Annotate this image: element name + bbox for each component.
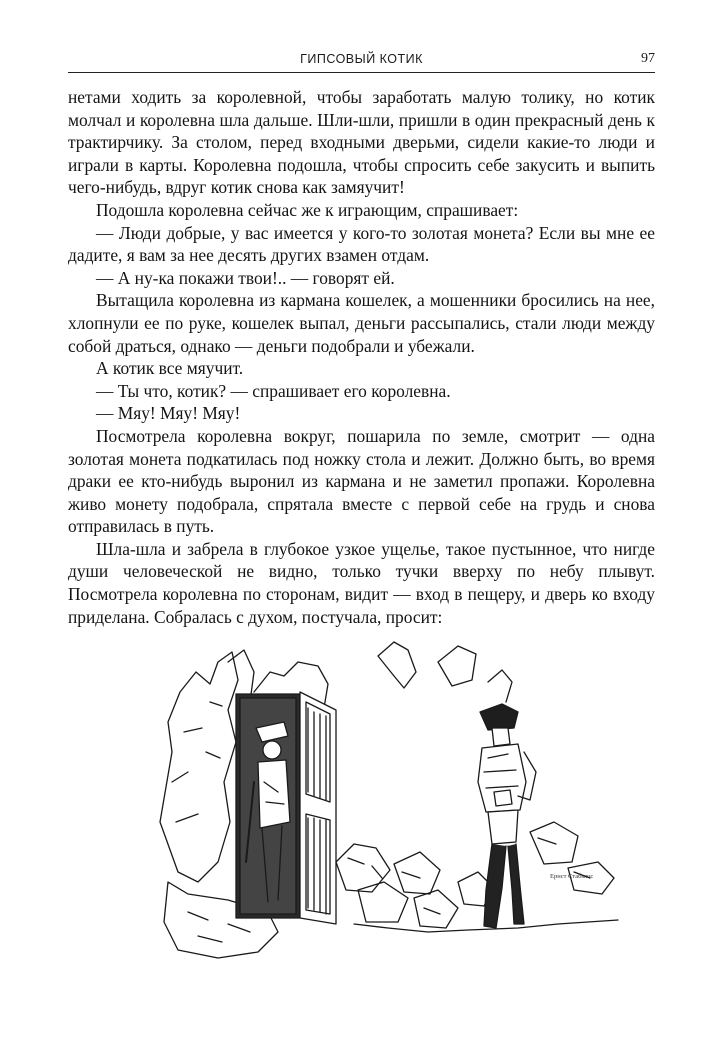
paragraph-8: — Мяу! Мяу! Мяу! [96,403,241,424]
paragraph-7: — Ты что, котик? — спрашивает его королевна. [96,380,451,401]
paragraph-10: Шла-шла и забрела в глубокое узкое ущелье, такое пустынное, что нигде души человеческой не видно, только тучки вверху по небу плывут. Посмотрела королевна по сторонам, видит — вход в пещеру, и дверь ко входу приделана. Собралась с духом, постучала, просит: [68,538,655,627]
paragraph-1: нетами ходить за королевной, чтобы заработать малую толику, но котик молчал и королевна шла дальше. Шли-шли, пришли в один прекрасный день к трактирчику. За столом, перед входными дверьми, сидели какие-то люди и играли в карты. Королевна подошла, чтобы спросить себе закусить и выпить чего-нибудь, вдруг котик снова как замяучит! [68,87,655,198]
running-header [68,50,655,73]
chapter-title: ГИПСОВЫЙ КОТИК [300,52,423,66]
paragraph-5: Вытащила королевна из кармана кошелек, а мошенники бросились на нее, хлопнули ее по руке, кошелек выпал, деньги рассыпались, стали люди между собой драться, однако — деньги подобрали и убежали. [68,290,655,356]
paragraph-9: Посмотрела королевна вокруг, пошарила по земле, смотрит — одна золотая монета подкатилась под ножку стола и лежит. Должно быть, во время драки ее кто-нибудь выронил из кармана и не заметил пропажи. Королевна живо монету подобрала, спрятала вместе с первой себе на грудь и снова отправилась в путь. [68,425,655,537]
illustration-signature: Ернст Стабмюс [550,873,594,880]
body-text [68,86,655,628]
paragraph-3: — Люди добрые, у вас имеется у кого-то золотая монета? Если вы мне ее дадите, я вам за нее десять других взамен отдам. [68,222,655,266]
paragraph-4: — А ну-ка покажи твои!.. — говорят ей. [96,267,395,288]
illustration-cave-door [158,632,620,962]
page-number: 97 [641,51,655,66]
paragraph-2: Подошла королевна сейчас же к играющим, спрашивает: [96,199,519,220]
paragraph-6: А котик все мяучит. [96,358,244,379]
